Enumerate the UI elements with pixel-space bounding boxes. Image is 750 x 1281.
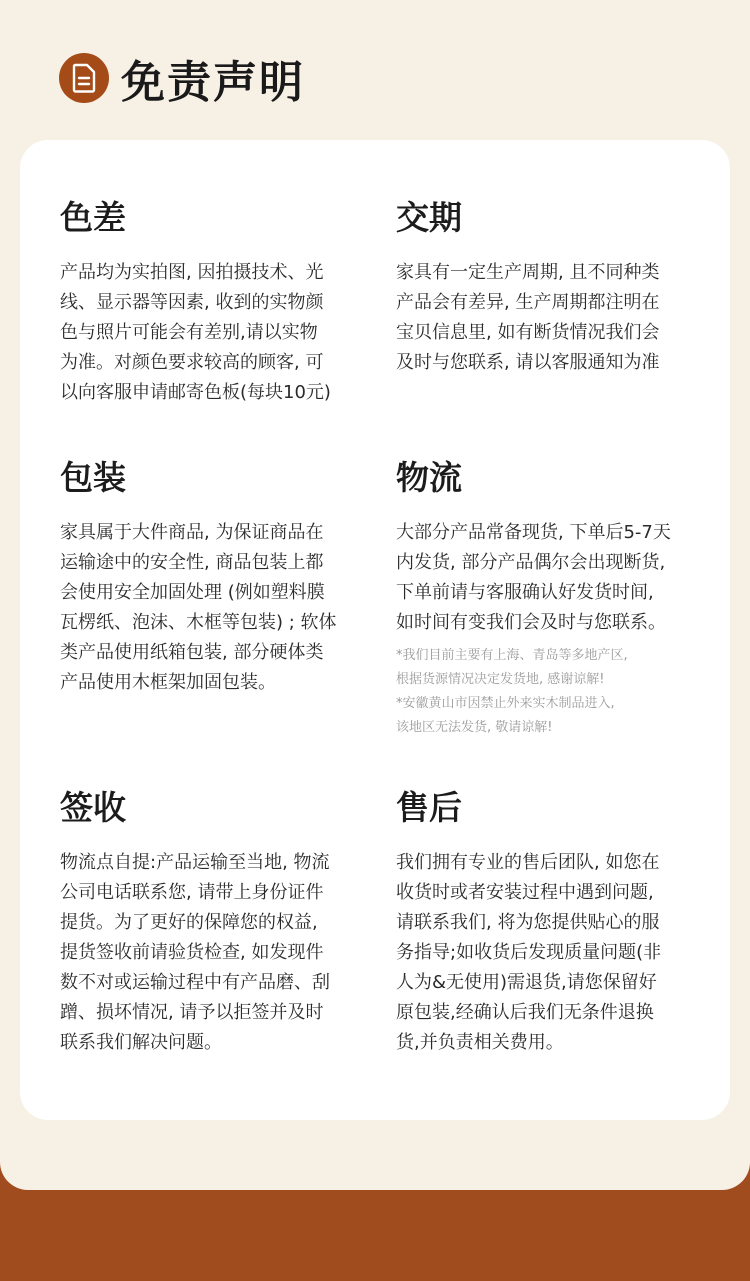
section-body: 大部分产品常备现货, 下单后5-7天 内发货, 部分产品偶尔会出现断货, 下单前请与客服确认好发货时间, 如时间有变我们会及时与您联系。 <box>396 522 671 633</box>
page-header <box>59 50 305 106</box>
section-body: 家具属于大件商品, 为保证商品在 运输途中的安全性, 商品包装上都 会使用安全加固处理 (例如塑料膜 瓦楞纸、泡沫、木框等包装) ; 软体 类产品使用纸箱包装, 部分硬体类 产品使用木框架加固包装。 <box>60 522 337 693</box>
section-title: 交期 <box>396 198 462 237</box>
section-after-sales <box>396 788 716 1058</box>
section-title: 签收 <box>60 788 126 827</box>
section-title: 物流 <box>396 458 462 497</box>
section-color-difference <box>60 198 380 408</box>
section-note: *我们目前主要有上海、青岛等多地产区, 根据货源情况决定发货地, 感谢谅解! *安徽黄山市因禁止外来实木制品进入, 该地区无法发货, 敬请谅解! <box>396 648 628 735</box>
section-body: 家具有一定生产周期, 且不同种类 产品会有差异, 生产周期都注明在 宝贝信息里, 如有断货情况我们会 及时与您联系, 请以客服通知为准 <box>396 262 660 373</box>
section-logistics <box>396 458 716 740</box>
document-icon <box>59 53 109 103</box>
disclaimer-card <box>20 140 730 1120</box>
page-title: 免责声明 <box>121 57 305 108</box>
section-body: 物流点自提:产品运输至当地, 物流 公司电话联系您, 请带上身份证件 提货。为了更好的保障您的权益, 提货签收前请验货检查, 如发现件 数不对或运输过程中有产品磨、刮 蹭、损坏情况, 请予以拒签并及时 联系我们解决问题。 <box>60 852 330 1053</box>
section-body: 我们拥有专业的售后团队, 如您在 收货时或者安装过程中遇到问题, 请联系我们, 将为您提供贴心的服 务指导;如收货后发现质量问题(非 人为&无使用)需退货,请您保留好 原包装,经确认后我们无条件退换 货,并负责相关费用。 <box>396 852 662 1053</box>
section-title: 包装 <box>60 458 126 497</box>
section-delivery-time <box>396 198 716 378</box>
section-title: 售后 <box>396 788 462 827</box>
section-packaging <box>60 458 380 698</box>
section-receipt <box>60 788 380 1058</box>
section-body: 产品均为实拍图, 因拍摄技术、光 线、显示器等因素, 收到的实物颜 色与照片可能会有差别,请以实物 为准。对颜色要求较高的顾客, 可 以向客服申请邮寄色板(每块10元) <box>60 262 331 403</box>
section-title: 色差 <box>60 198 126 237</box>
